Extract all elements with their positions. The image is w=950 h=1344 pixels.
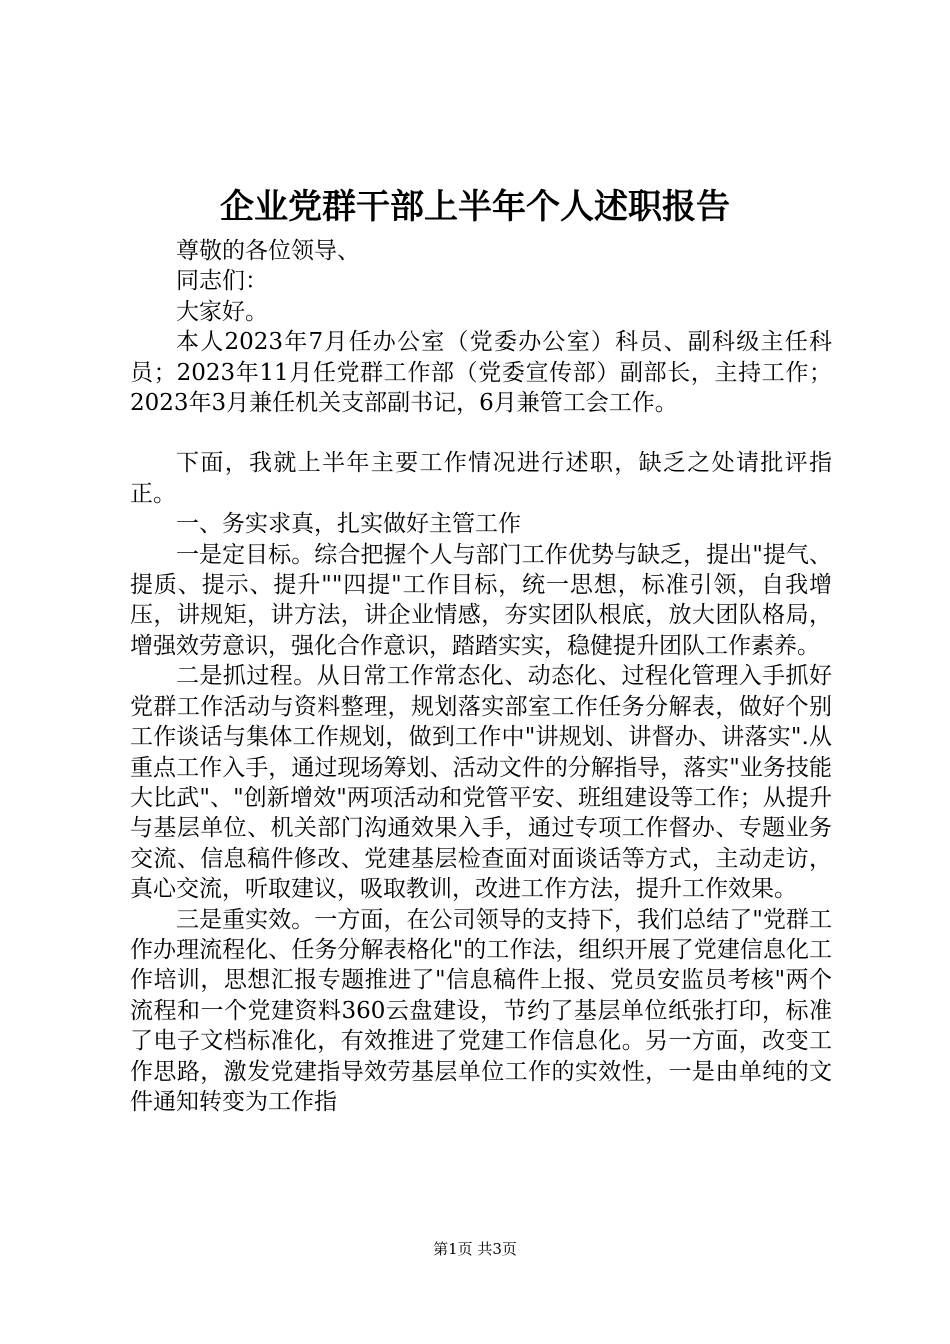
paragraph-manage-process: 二是抓过程。从日常工作常态化、动态化、过程化管理入手抓好党群工作活动与资料整理，规划落实部室工作任务分解表，做好个别工作谈话与集体工作规划，做到工作中"讲规划、讲督办、讲落实".从重点工作入手，通过现场筹划、活动文件的分解指导，落实"业务技能大比武"、"创新增效"两项活动和党管平安、班组建设等工作；从提升与基层单位、机关部门沟通效果入手，通过专项工作督办、专题业务交流、信息稿件修改、党建基层检查面对面谈话等方式，主动走访，真心交流，听取建议，吸取教训，改进工作方法，提升工作效果。: [130, 663, 832, 903]
paragraph-introduction: 本人2023年7月任办公室（党委办公室）科员、副科级主任科员；2023年11月任党群工作部（党委宣传部）副部长，主持工作；2023年3月兼任机关支部副书记，6月兼管工会工作。: [130, 329, 832, 417]
section-heading-1: 一、务实求真，扎实做好主管工作: [176, 511, 521, 538]
salutation-line-2: 同志们：: [176, 268, 268, 295]
paragraph-set-goals: 一是定目标。综合把握个人与部门工作优势与缺乏，提出"提气、提质、提示、提升""四提"工作目标，统一思想，标准引领，自我增压，讲规矩，讲方法，讲企业情感，夯实团队根底，放大团队格局，增强效劳意识，强化合作意识，踏踏实实，稳健提升团队工作素养。: [130, 541, 832, 659]
greeting: 大家好。: [176, 298, 268, 325]
document-body: [130, 236, 832, 1117]
paragraph-focus-results: 三是重实效。一方面，在公司领导的支持下，我们总结了"党群工作办理流程化、任务分解表格化"的工作法，组织开展了党建信息化工作培训，思想汇报专题推进了"信息稿件上报、党员安监员考核"两个流程和一个党建资料360云盘建设，节约了基层单位纸张打印，标准了电子文档标准化，有效推进了党建工作信息化。另一方面，改变工作思路，激发党建指导效劳基层单位工作的实效性，一是由单纯的文件通知转变为工作指: [130, 906, 832, 1115]
salutation-line-1: 尊敬的各位领导、: [176, 238, 360, 264]
paragraph-preface: 下面，我就上半年主要工作情况进行述职，缺乏之处请批评指正。: [130, 450, 832, 507]
page-footer: 第1页 共3页: [433, 1240, 517, 1258]
document-title: 企业党群干部上半年个人述职报告: [220, 187, 730, 227]
